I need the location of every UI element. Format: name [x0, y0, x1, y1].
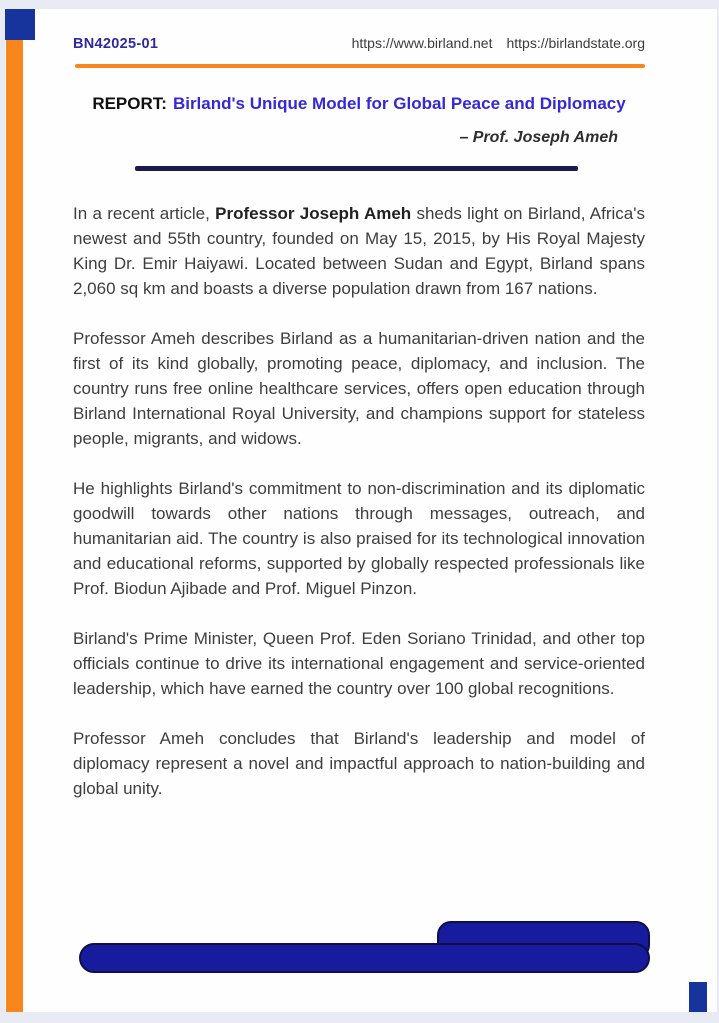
page-header — [73, 35, 645, 52]
author-byline: – Prof. Joseph Ameh — [459, 129, 618, 146]
report-title — [68, 94, 650, 114]
link-birlandstate-org[interactable]: https://birlandstate.org — [506, 35, 645, 51]
body-paragraph-3: He highlights Birland's commitment to non-discrimination and its diplomatic goodwill towards other nations through messages, outreach, and humanitarian aid. The country is also praised for its technological innovation and educational reforms, supported by globally respected professionals like Prof. Biodun Ajibade and Prof. Miguel Pinzon. — [73, 479, 645, 598]
paragraph-1-rest: sheds light on Birland, Africa's newest and 55th country, founded on May 15, 2015, by His Royal Majesty King Dr. Emir Haiyawi. Located between Sudan and Egypt, Birland spans 2,060 sq km and boasts a diverse population drawn from 167 nations. — [73, 204, 645, 298]
paragraph-1-lead: In a recent article, — [73, 204, 216, 223]
report-title-text: Birland's Unique Model for Global Peace and Diplomacy — [172, 94, 626, 113]
footer-pill-long-decoration — [79, 943, 650, 973]
top-left-square-decoration — [5, 9, 35, 40]
document-page — [5, 9, 717, 1012]
article-body — [73, 201, 645, 826]
header-urls — [352, 35, 645, 51]
body-paragraph-5: Professor Ameh concludes that Birland's leadership and model of diplomacy represent a novel and impactful approach to nation-building and global unity. — [73, 729, 645, 798]
body-paragraph-4: Birland's Prime Minister, Queen Prof. Eden Soriano Trinidad, and other top officials continue to drive its international engagement and service-oriented leadership, which have earned the country over 100 global recognitions. — [73, 629, 645, 698]
report-title-label: REPORT: — [92, 94, 167, 113]
document-id: BN42025-01 — [73, 36, 159, 52]
body-paragraph-2: Professor Ameh describes Birland as a humanitarian-driven nation and the first of its kind globally, promoting peace, diplomacy, and inclusion. The country runs free online healthcare services, offers open education through Birland International Royal University, and champions support for stateless people, migrants, and widows. — [73, 329, 645, 448]
navy-divider — [135, 166, 578, 171]
left-orange-stripe-decoration — [6, 40, 23, 1012]
paragraph-1-author-name: Professor Joseph Ameh — [215, 204, 412, 223]
bottom-right-square-decoration — [689, 982, 707, 1012]
orange-divider — [75, 64, 645, 68]
link-birland-net[interactable]: https://www.birland.net — [351, 35, 493, 51]
body-paragraph-1 — [73, 201, 645, 301]
